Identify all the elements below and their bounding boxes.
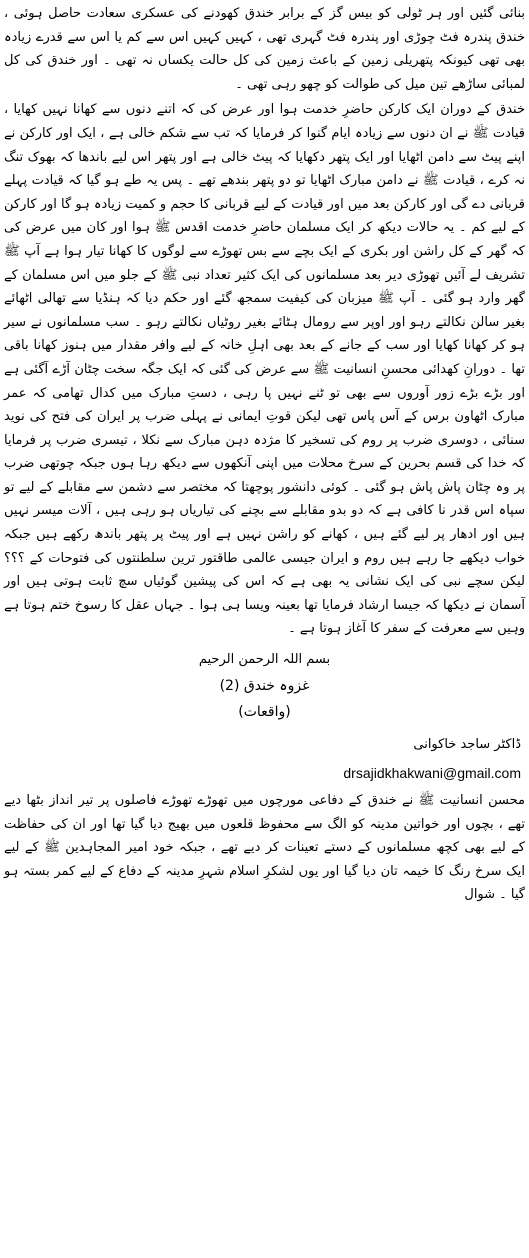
- author-name: ڈاکٹر ساجد خاکوانی: [413, 737, 521, 753]
- article-subtitle: (واقعات): [238, 704, 291, 721]
- paragraph-trench-dimensions: بنائی گئیں اور ہر ٹولی کو بیس گز کے برابر خندق کھودنے کی عسکری سعادت حاصل ہوئی ، خندق پندرہ فٹ چوڑی اور پندرہ فٹ گہری تھی ، کہیں کہیں اس سے کم یا اس سے قدرے زیادہ بھی تھی کیونکہ پتھریلی زمین کے باعث زمین کی کل حالت یکساں نہ تھی ۔ اور خندق کی کل لمبائی ساڑھے تین میل کی طوالت کو چھو رہی تھی ۔: [4, 6, 525, 92]
- paragraph-defense-preparations: محسن انسانیت ﷺ نے خندق کے دفاعی مورچوں میں تھوڑے تھوڑے فاصلوں پر تیر انداز بٹھا دیے تھے ، بچوں اور خواتین مدینہ کو الگ سے محفوظ قلعوں میں بھیج دیا گیا تھا اور ان کی حفاظت کے لیے بھی کچھ مسلمانوں کے دستے تعینات کر دیے تھے ، جبکہ خود امیر المجاہدین ﷺ کے لیے ایک سرخ رنگ کا خیمہ تان دیا گیا اور یوں لشکرِ اسلام شہرِ مدینہ کے دفاع کے لیے کمر بستہ ہو گیا ۔ شوال: [4, 793, 525, 903]
- author-email: drsajidkhakwani@gmail.com: [343, 765, 521, 782]
- bismillah-heading: بسم اللہ الرحمن الرحیم: [198, 652, 331, 668]
- article-title: غزوہ خندق (2): [219, 678, 310, 695]
- paragraph-trench-events: خندق کے دوران ایک کارکن حاضرِ خدمت ہوا اور عرض کی کہ اتنے دنوں سے کھانا نہیں کھایا ، قیادت ﷺ نے ان دنوں سے زیادہ ایام گنوا کر فرمایا کہ تب سے شکم خالی ہے ، ایک اور کارکن نے اپنے پیٹ سے دامن اٹھایا اور ایک پتھر دکھایا کہ پیٹ خالی ہے اور پتھر اس لیے باندھا کہ بھوک تنگ نہ کرے ، قیادت ﷺ نے دامن مبارک اٹھایا تو دو پتھر بندھے تھے ۔ پس یہ طے ہو گیا کہ قیادت پہلے قربانی دے گی اور کارکن بعد میں اور قیادت کے لیے قربانی کا حجم و کمیت زیادہ ہو گا اور کارکن کے لیے کم ۔ یہ حالات دیکھ کر ایک مسلمان حاضرِ خدمت اقدس ﷺ ہوا اور کان میں عرض کی کہ گھر کے کل راشن اور بکری کے ایک بچے سے بس تھوڑے سے لوگوں کا کھانا تیار ہوا ہے آپ ﷺ تشریف لے آئیں تھوڑی دیر بعد مسلمانوں کی ایک کثیر تعداد نبی ﷺ کے جلو میں اس مسلمان کے گھر وارد ہو گئی ۔ آپ ﷺ میزبان کی کیفیت سمجھ گئے اور حکم دیا کہ ہنڈیا سے تھالی اٹھائے بغیر سالن نکالتے رہو اور اوپر سے رومال ہٹائے بغیر روٹیاں نکالتے رہو ۔ سب مسلمانوں نے سیر ہو کر کھانا کھایا اور سب کے جانے کے بعد بھی اہلِ خانہ کے لیے وافر مقدار میں ہنوز کھانا باقی تھا ۔ دورانِ کھدائی محسنِ انسانیت ﷺ سے عرض کی گئی کہ ایک جگہ سخت چٹان آڑے آگئی ہے اور بڑے بڑے زور آوروں سے بھی تو ٹنے نہیں پا رہی ، دستِ مبارک میں کدال تھامی کہ عمر مبارک اٹھاون برس کے آس پاس تھی لیکن قوتِ ایمانی نے پہلی ضرب پر ایران کی فتح کی نوید سنائی ، دوسری ضرب پر روم کی تسخیر کا مژدہ دہن مبارک سے نکلا ، تیسری ضرب پر فرمایا کہ خدا کی قسم بحرین کے سرخ محلات میں اپنی آنکھوں سے دیکھ رہا ہوں جبکہ چوتھی ضرب پر وہ چٹان پاش پاش ہو گئی ۔ کوئی دانشور پوچھتا کہ مختصر سے دشمن سے مقابلے کے لیے تو سپاہ اس قدر نا کافی ہے کہ دو بدو مقابلے سے بچنے کی تیاریاں ہو رہی ہیں ، آلات میسر نہیں ہیں اور ادھار پر لیے گئے ہیں ، کھانے کو راشن نہیں ہے اور پیٹ پر پتھر باندھ رکھے ہیں جبکہ خواب دیکھے جا رہے ہیں روم و ایران جیسی عالمی طاقتور ترین سلطنتوں کی فتوحات کے ؟؟؟ لیکن سچے نبی کی ایک نشانی یہ بھی ہے کہ اس کی پیشین گوئیاں سچ ثابت ہوتی ہیں اور آسمان نے دیکھا کہ جیسا ارشاد فرمایا تھا بعینہ ویسا ہی ہوا ۔ جہاں عقل کا رسوخ ختم ہوتا ہے وہیں سے معرفت کے سفر کا آغاز ہوتا ہے ۔: [4, 102, 525, 637]
